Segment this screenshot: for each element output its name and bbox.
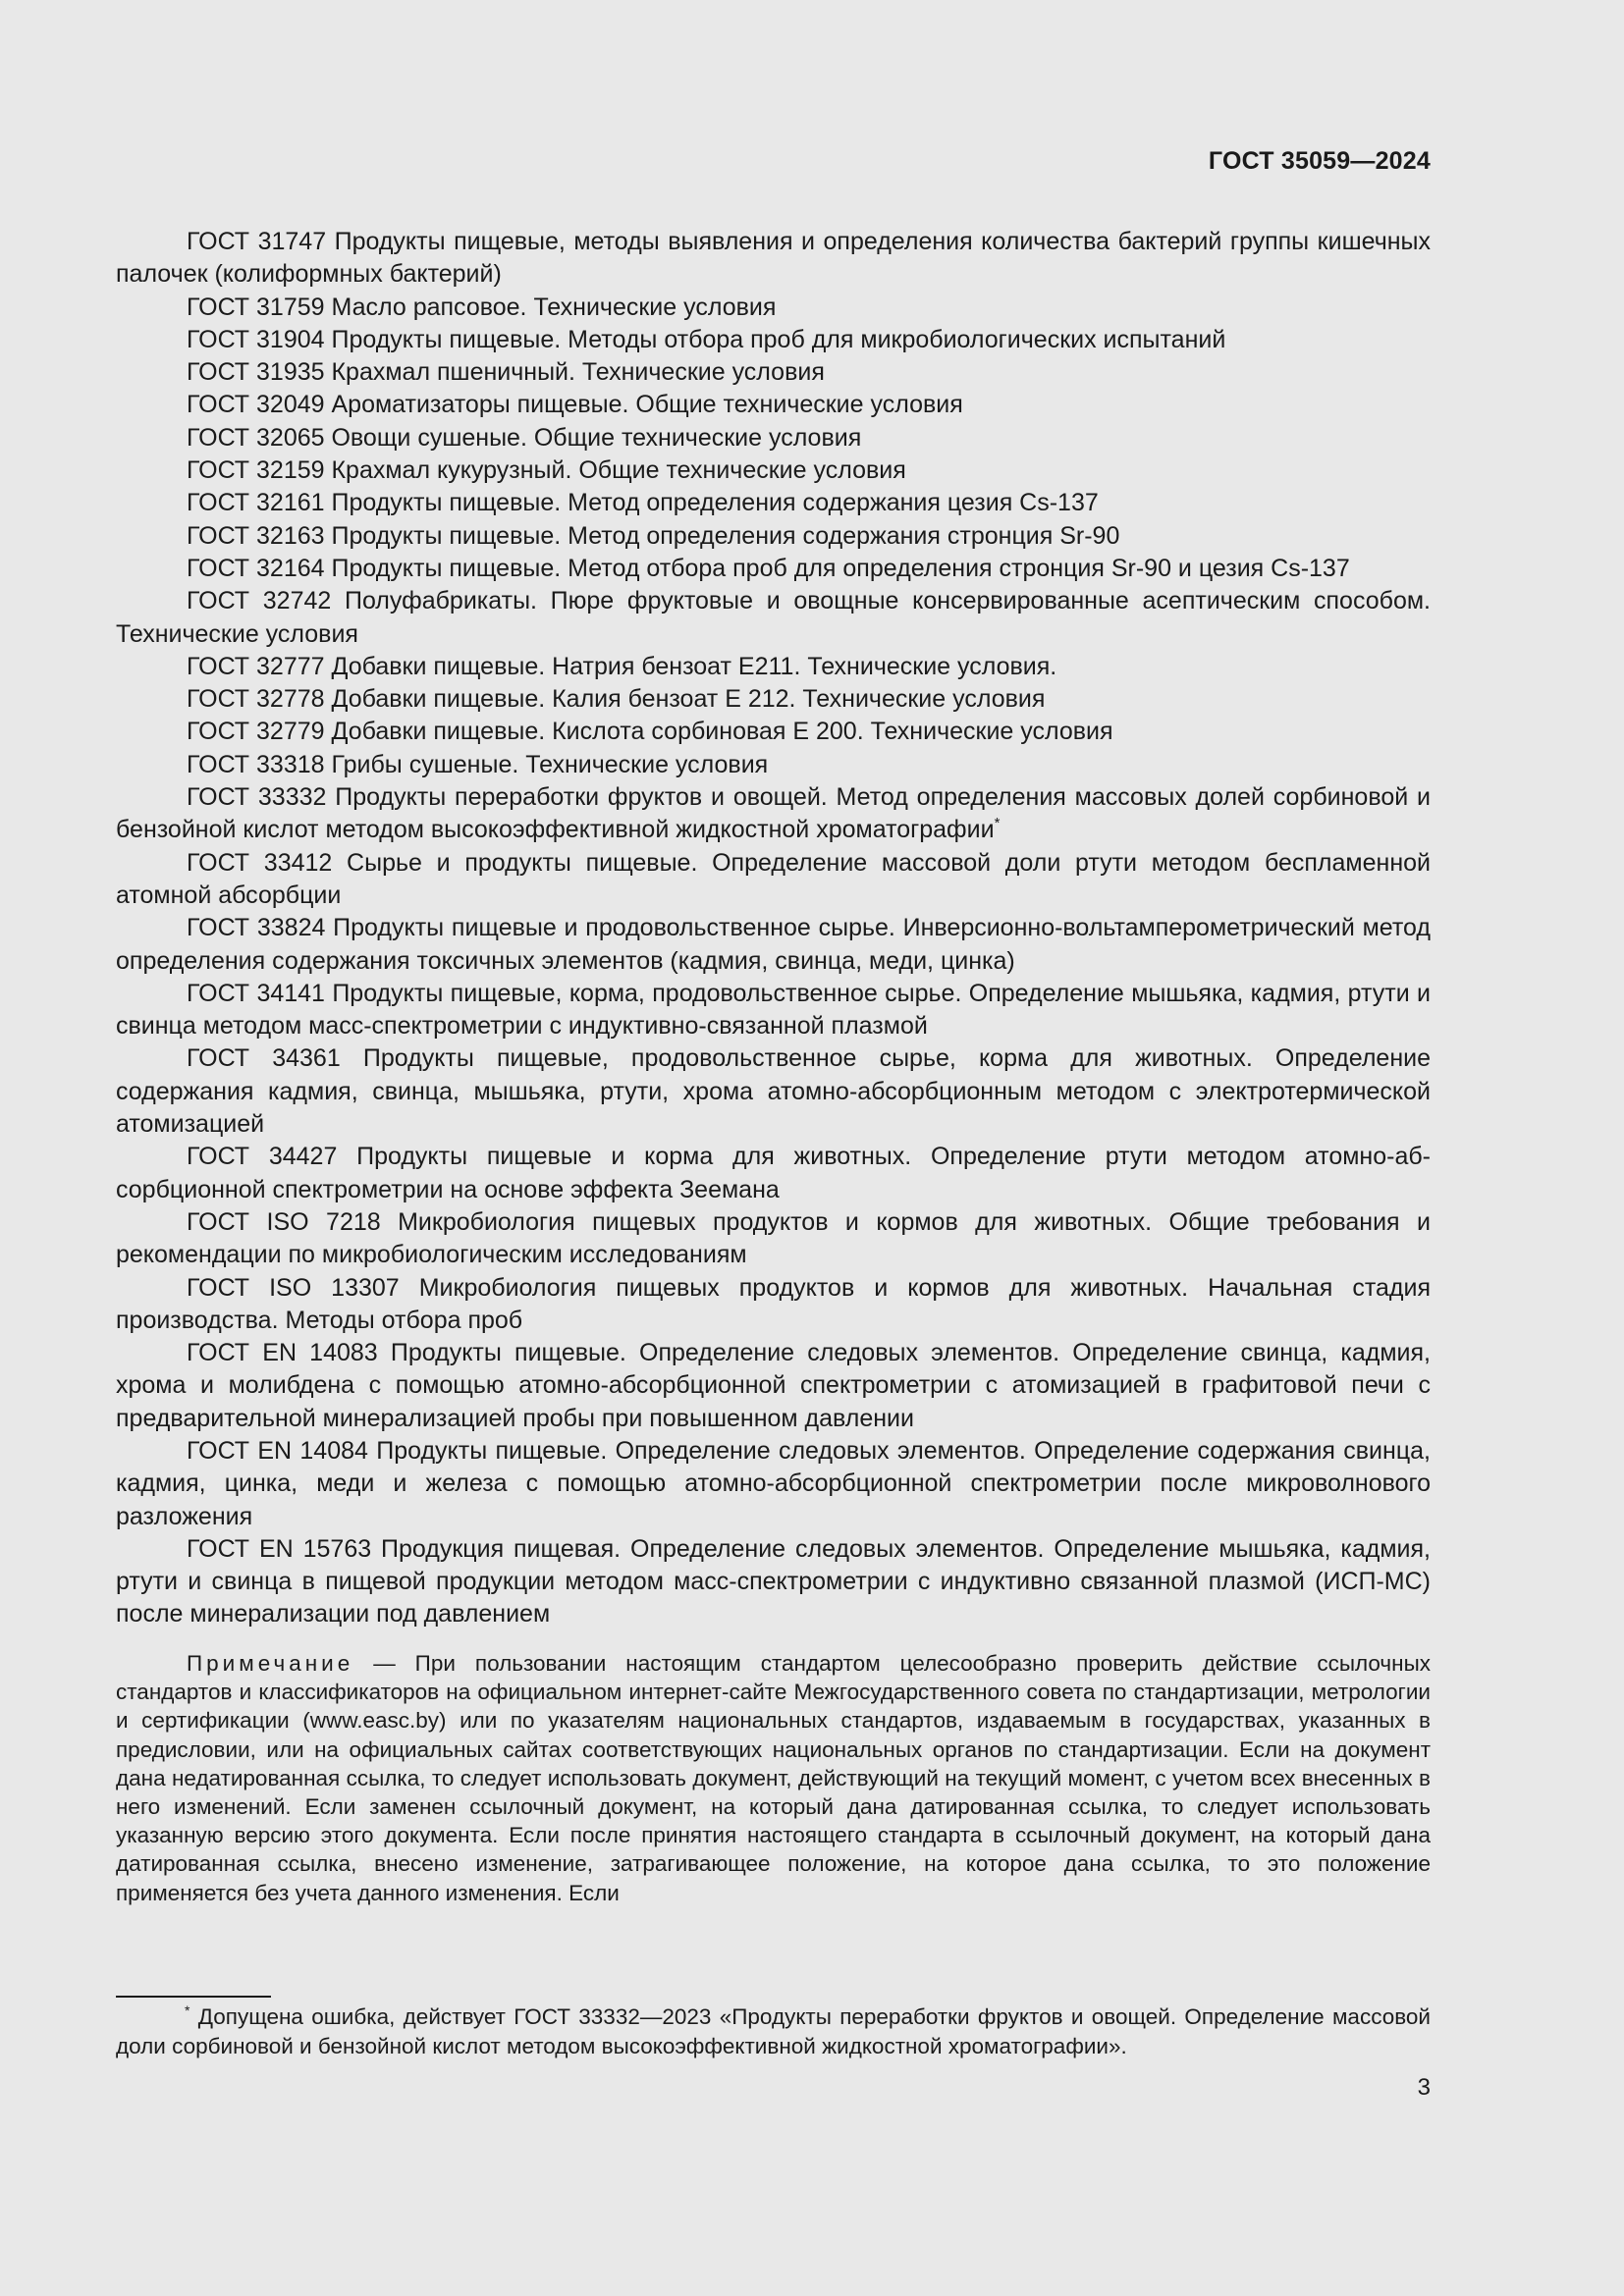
reference-text: ГОСТ 32049 Ароматизаторы пищевые. Общие технические условия bbox=[187, 391, 963, 419]
footnote bbox=[116, 2002, 1431, 2061]
reference-item bbox=[116, 292, 1431, 324]
reference-text: ГОСТ 31935 Крахмал пшеничный. Технические условия bbox=[187, 358, 825, 387]
reference-item bbox=[116, 1141, 1431, 1206]
reference-item bbox=[116, 324, 1431, 356]
footnote-separator bbox=[116, 1996, 271, 1998]
reference-item bbox=[116, 1272, 1431, 1338]
reference-text: ГОСТ 32777 Добавки пищевые. Натрия бензоат Е211. Технические условия. bbox=[187, 652, 1057, 680]
reference-text: ГОСТ EN 14084 Продукты пищевые. Определение следовых элементов. Определение содержания свинца, кадмия, цинка, меди и железа с помощью атомно-абсорбционной спектрометрии после микроволнового разложения bbox=[116, 1436, 1431, 1530]
page-number: 3 bbox=[1417, 2074, 1431, 2101]
reference-item bbox=[116, 716, 1431, 748]
reference-item bbox=[116, 1533, 1431, 1631]
reference-text: ГОСТ EN 14083 Продукты пищевые. Определение следовых элементов. Определение свинца, кадмия, хрома и молибдена с помощью атомно-абсорбционной спектрометрии с атомизацией в графитовой печи с предварительной минерализацией пробы при повышенном давлении bbox=[116, 1339, 1431, 1432]
reference-item bbox=[116, 1042, 1431, 1141]
reference-text: ГОСТ 31904 Продукты пищевые. Методы отбора проб для микробиологических испытаний bbox=[187, 325, 1226, 353]
reference-item bbox=[116, 847, 1431, 913]
reference-text: ГОСТ 32161 Продукты пищевые. Метод определения содержания цезия Cs-137 bbox=[187, 489, 1099, 517]
reference-text: ГОСТ 33412 Сырье и продукты пищевые. Определение массовой доли ртути методом беспламенной атомной абсорбции bbox=[116, 848, 1431, 909]
document-header: ГОСТ 35059—2024 bbox=[1208, 147, 1431, 175]
reference-item bbox=[116, 520, 1431, 553]
footnote-reference-mark: * bbox=[994, 815, 1001, 832]
reference-item bbox=[116, 553, 1431, 585]
note-text: При пользовании настоящим стандартом целесообразно проверить действие ссылочных стандартов и классификаторов на официальном интернет-сайте Межгосударственного совета по стандартизации, метрологии и сертификации (www.easc.by) или по указателям национальных стандартов, издаваемым в государствах, указанных в предисловии, или на официальных сайтах соответствующих национальных органов по стандартизации. Если на документ дана недатированная ссылка, то следует использовать документ, действующий на текущий момент, с учетом всех внесенных в него изменений. Если заменен ссылочный документ, на который дана датированная ссылка, то следует использовать указанную версию этого документа. Если после принятия настоящего стандарта в ссылочный документ, на который дана датированная ссылка, внесено изменение, затрагивающее положение, на которое дана ссылка, то это положение применяется без учета данного изменения. Если bbox=[116, 1651, 1431, 1905]
reference-text: ГОСТ 33824 Продукты пищевые и продовольственное сырье. Инверсионно-вольтамперометрический метод определения содержания токсичных элементов (кадмия, свинца, меди, цинка) bbox=[116, 914, 1431, 975]
reference-item bbox=[116, 422, 1431, 454]
reference-text: ГОСТ 32164 Продукты пищевые. Метод отбора проб для определения стронция Sr-90 и цезия Cs-137 bbox=[187, 554, 1350, 582]
reference-item bbox=[116, 1337, 1431, 1435]
footnote-mark: * bbox=[185, 2002, 190, 2018]
reference-text: ГОСТ 32159 Крахмал кукурузный. Общие технические условия bbox=[187, 456, 906, 485]
reference-text: ГОСТ 32779 Добавки пищевые. Кислота сорбиновая Е 200. Технические условия bbox=[187, 718, 1113, 746]
reference-item bbox=[116, 781, 1431, 847]
reference-text: ГОСТ 32065 Овощи сушеные. Общие технические условия bbox=[187, 423, 862, 452]
reference-text: ГОСТ 34141 Продукты пищевые, корма, продовольственное сырье. Определение мышьяка, кадмия, ртути и свинца методом масс-спектрометрии с индуктивно-связанной плазмой bbox=[116, 979, 1431, 1041]
reference-item bbox=[116, 978, 1431, 1043]
footnote-text: Допущена ошибка, действует ГОСТ 33332—2023 «Продукты переработки фруктов и овощей. Определение массовой доли сорбиновой и бензойной кислот методом высокоэффективной жидкостной хроматографии». bbox=[116, 2004, 1431, 2058]
reference-text: ГОСТ 34427 Продукты пищевые и корма для животных. Определение ртути методом атомно-абсорбционной спектрометрии на основе эффекта Зеемана bbox=[116, 1143, 1431, 1203]
reference-text: ГОСТ 34361 Продукты пищевые, продовольственное сырье, корма для животных. Определение содержания кадмия, свинца, мышьяка, ртути, хрома атомно-абсорбционным методом с электротермической атомизацией bbox=[116, 1044, 1431, 1139]
reference-item bbox=[116, 356, 1431, 389]
reference-item bbox=[116, 912, 1431, 978]
reference-text: ГОСТ ISO 13307 Микробиология пищевых продуктов и кормов для животных. Начальная стадия производства. Методы отбора проб bbox=[116, 1273, 1431, 1334]
reference-item bbox=[116, 1206, 1431, 1272]
reference-text: ГОСТ ISO 7218 Микробиология пищевых продуктов и кормов для животных. Общие требования и рекомендации по микробиологическим исследованиям bbox=[116, 1207, 1431, 1269]
reference-item bbox=[116, 454, 1431, 487]
reference-text: ГОСТ 32742 Полуфабрикаты. Пюре фруктовые и овощные консервированные асептическим способом. Технические условия bbox=[116, 587, 1431, 648]
reference-item bbox=[116, 1435, 1431, 1533]
note-label: Примечание bbox=[187, 1651, 354, 1676]
reference-item bbox=[116, 683, 1431, 716]
reference-item bbox=[116, 389, 1431, 421]
reference-item bbox=[116, 749, 1431, 781]
reference-text: ГОСТ 33332 Продукты переработки фруктов и овощей. Метод определения массовых долей сорбиновой и бензойной кислот методом высокоэффективной жидкостной хроматографии bbox=[116, 783, 1431, 844]
reference-text: ГОСТ 33318 Грибы сушеные. Технические условия bbox=[187, 750, 769, 778]
reference-text: ГОСТ 31747 Продукты пищевые, методы выявления и определения количества бактерий группы кишечных палочек (колиформных бактерий) bbox=[116, 228, 1431, 289]
reference-text: ГОСТ 32778 Добавки пищевые. Калия бензоат Е 212. Технические условия bbox=[187, 685, 1046, 714]
reference-text: ГОСТ 31759 Масло рапсовое. Технические условия bbox=[187, 293, 777, 321]
reference-item bbox=[116, 487, 1431, 519]
normative-references-list bbox=[116, 226, 1431, 1631]
reference-text: ГОСТ 32163 Продукты пищевые. Метод определения содержания стронция Sr-90 bbox=[187, 521, 1120, 550]
note-paragraph bbox=[116, 1649, 1431, 1907]
reference-item bbox=[116, 226, 1431, 292]
reference-item bbox=[116, 585, 1431, 651]
reference-item bbox=[116, 651, 1431, 683]
note-dash: — bbox=[353, 1651, 415, 1676]
reference-text: ГОСТ EN 15763 Продукция пищевая. Определение следовых элементов. Определение мышьяка, кадмия, ртути и свинца в пищевой продукции методом масс-спектрометрии с индуктивно связанной плазмой (ИСП-МС) после минерализации под давлением bbox=[116, 1534, 1431, 1629]
